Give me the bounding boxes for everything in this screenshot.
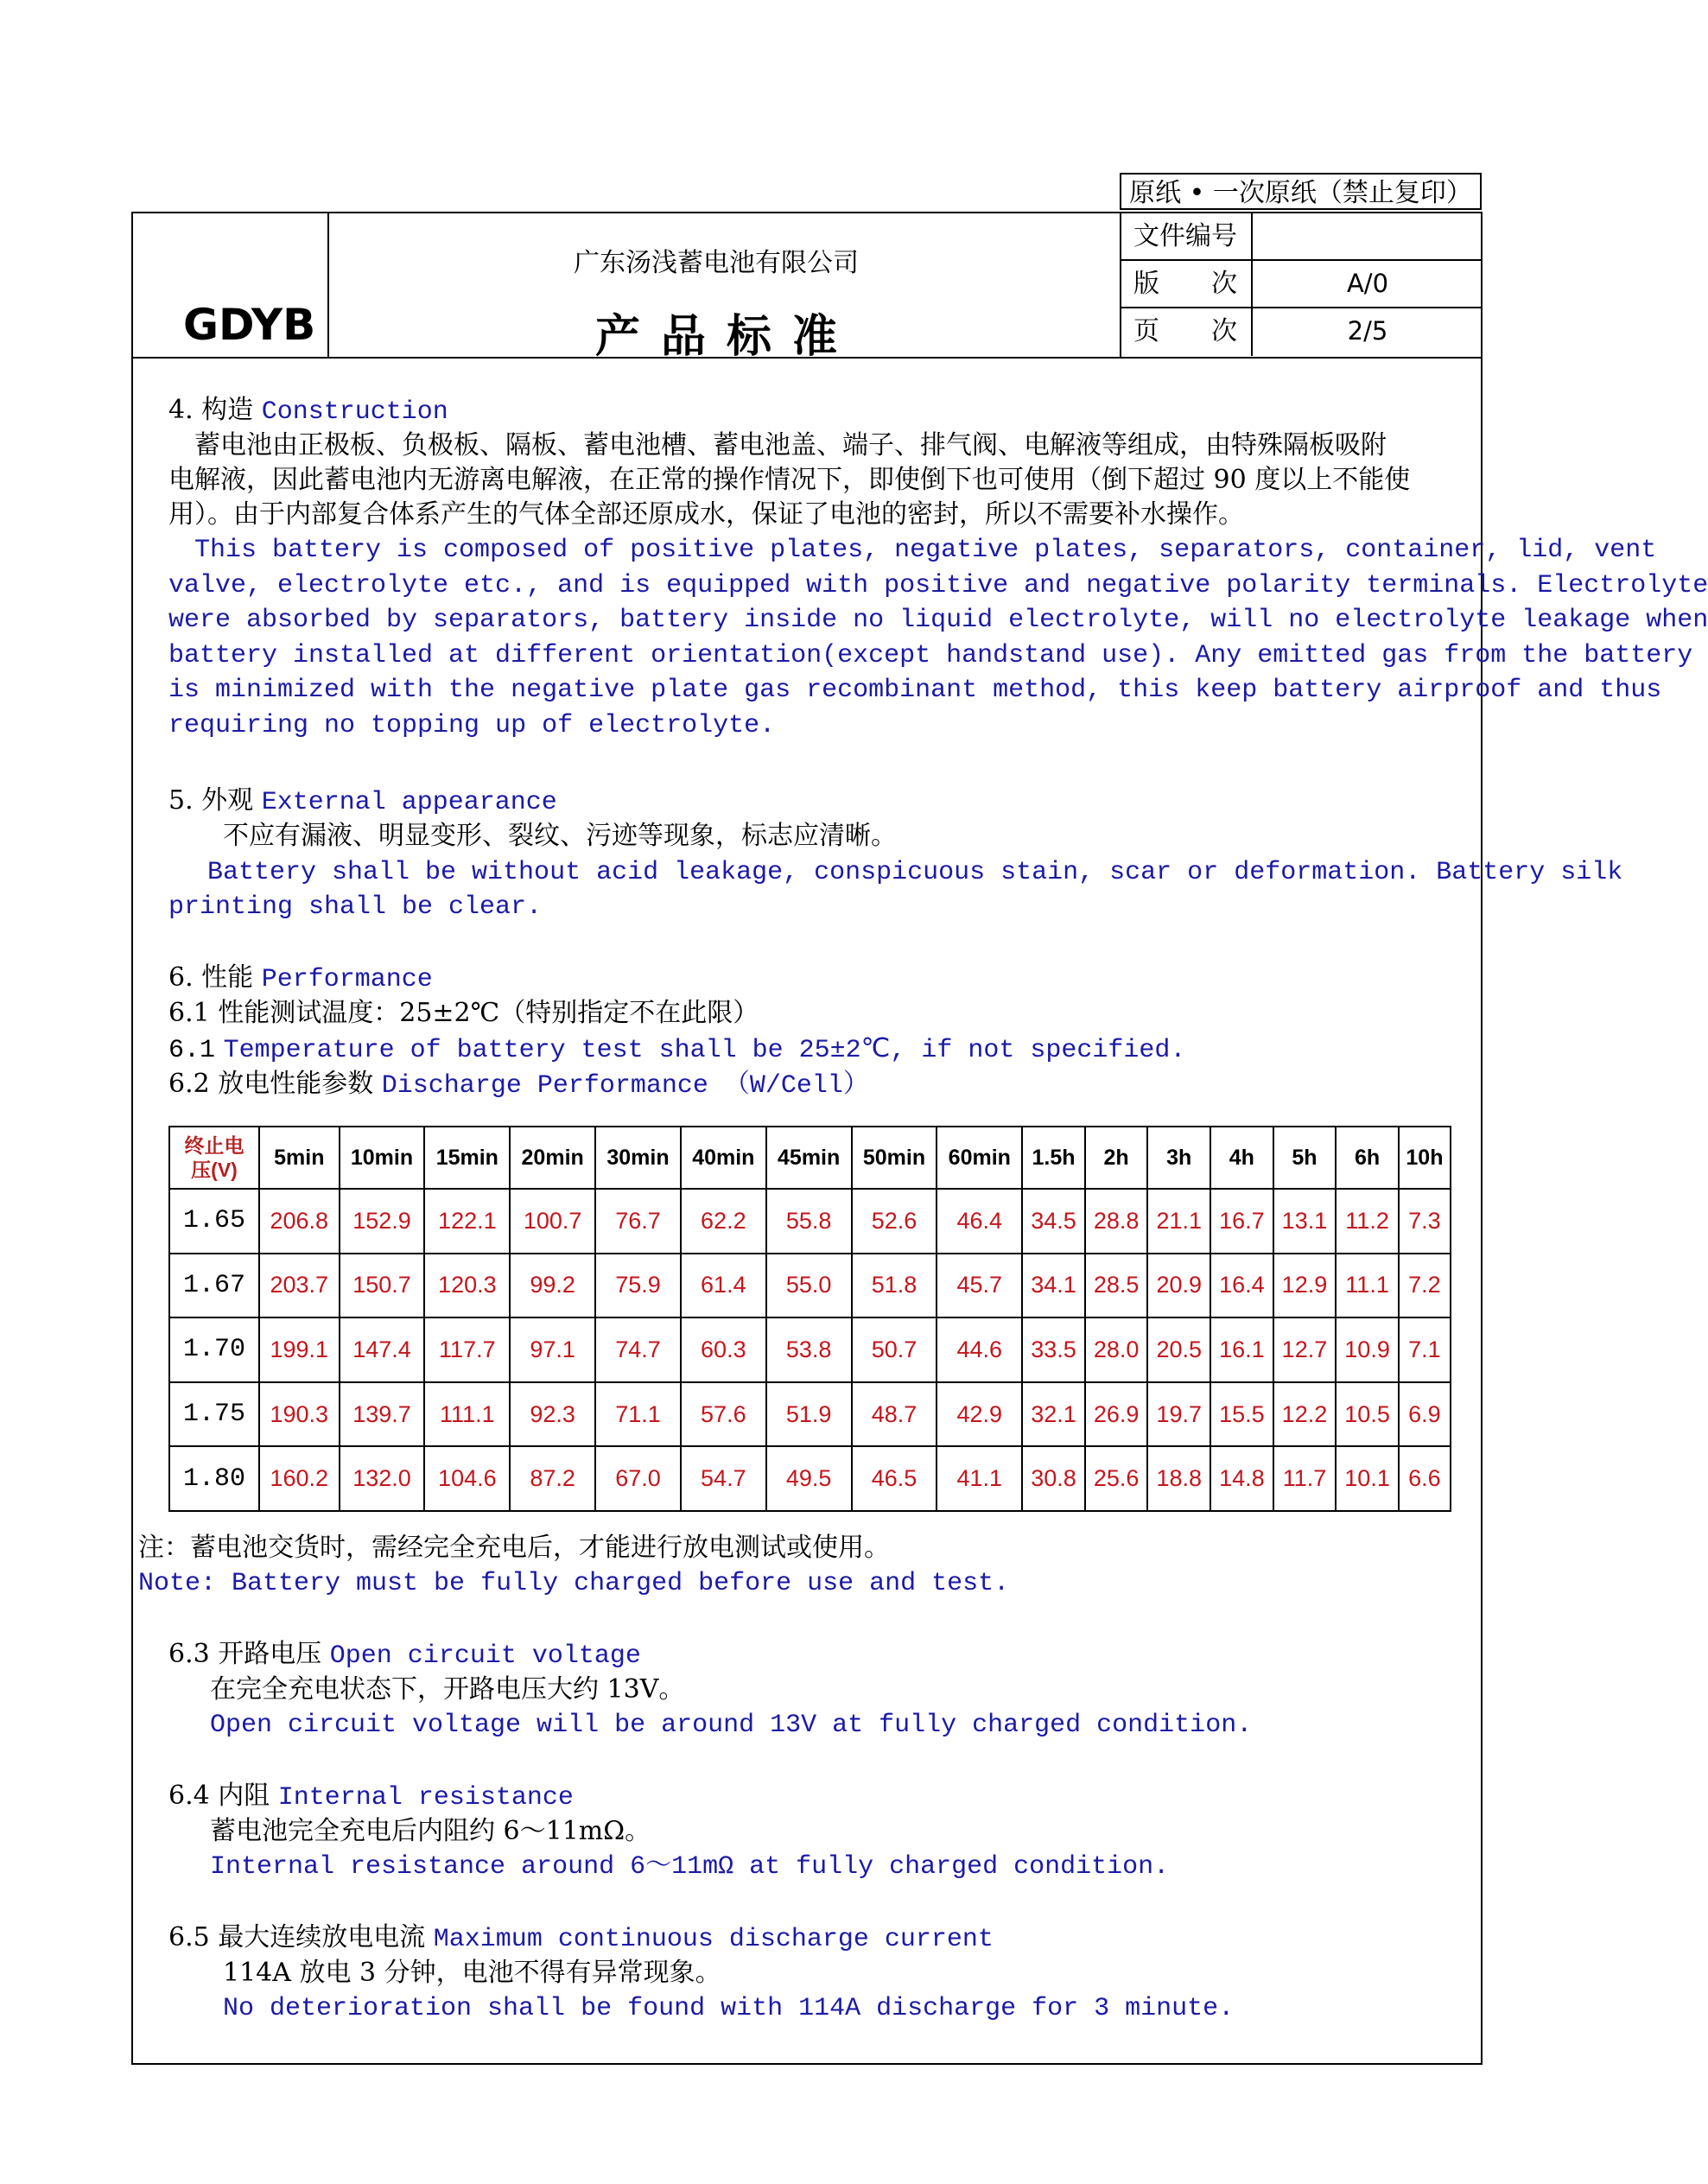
power-value-cell: 46.4 [937, 1189, 1022, 1254]
power-value-cell: 122.1 [424, 1189, 510, 1254]
cutoff-voltage-cell: 1.75 [169, 1382, 259, 1447]
power-value-cell: 20.5 [1147, 1317, 1210, 1382]
document-title: 产品标准 [595, 310, 859, 363]
section-4-en-line: is minimized with the negative plate gas recombinant method, this keep battery airproof and thus [168, 676, 1662, 705]
duration-header: 45min [766, 1127, 852, 1189]
duration-header: 15min [424, 1127, 510, 1189]
power-value-cell: 19.7 [1147, 1382, 1210, 1447]
power-value-cell: 53.8 [766, 1317, 852, 1382]
duration-header: 10min [340, 1127, 425, 1189]
power-value-cell: 87.2 [510, 1446, 595, 1511]
note-cn: 注：蓄电池交货时，需经完全充电后，才能进行放电测试或使用。 [138, 1533, 890, 1563]
power-value-cell: 10.5 [1336, 1382, 1399, 1447]
power-value-cell: 117.7 [424, 1317, 510, 1382]
power-value-cell: 12.7 [1273, 1317, 1337, 1382]
power-value-cell: 44.6 [937, 1317, 1022, 1382]
table-header-row [169, 1127, 1451, 1189]
power-value-cell: 57.6 [681, 1382, 766, 1447]
power-value-cell: 54.7 [681, 1446, 766, 1511]
section-5-heading: 5. 外观 External appearance [168, 785, 557, 817]
table-row [169, 1317, 1451, 1382]
power-value-cell: 190.3 [259, 1382, 340, 1447]
company-logo: GDYB [133, 213, 329, 357]
power-value-cell: 6.9 [1399, 1382, 1451, 1447]
section-5-cn-line: 不应有漏液、明显变形、裂纹、污迹等现象，标志应清晰。 [223, 821, 897, 851]
power-value-cell: 33.5 [1022, 1317, 1085, 1382]
duration-header: 5min [259, 1127, 340, 1189]
power-value-cell: 16.4 [1210, 1254, 1273, 1318]
note-en: Note: Battery must be fully charged before use and test. [138, 1569, 1010, 1598]
power-value-cell: 62.2 [681, 1189, 766, 1254]
power-value-cell: 7.2 [1399, 1254, 1451, 1318]
duration-header: 3h [1147, 1127, 1210, 1189]
duration-header: 50min [852, 1127, 937, 1189]
power-value-cell: 25.6 [1085, 1446, 1148, 1511]
power-value-cell: 12.9 [1273, 1254, 1337, 1318]
power-value-cell: 61.4 [681, 1254, 766, 1318]
section-4-cn-line: 蓄电池由正极板、负极板、隔板、蓄电池槽、蓄电池盖、端子、排气阀、电解液等组成，由特殊隔板吸附 [168, 430, 1387, 460]
power-value-cell: 6.6 [1399, 1446, 1451, 1511]
power-value-cell: 16.7 [1210, 1189, 1273, 1254]
section-4-heading: 4. 构造 Construction [168, 395, 448, 427]
section-4-cn-line: 用）。由于内部复合体系产生的气体全部还原成水，保证了电池的密封，所以不需要补水操作。 [168, 499, 1244, 530]
power-value-cell: 11.2 [1336, 1189, 1399, 1254]
section-6-heading: 6. 性能 Performance [168, 962, 433, 994]
power-value-cell: 147.4 [340, 1317, 425, 1382]
power-value-cell: 20.9 [1147, 1254, 1210, 1318]
section-6-3-heading: 6.3 开路电压 Open circuit voltage [168, 1639, 641, 1671]
power-value-cell: 11.1 [1336, 1254, 1399, 1318]
section-6-1-en: 6.1 Temperature of battery test shall be 25±2℃, if not specified. [168, 1036, 1186, 1065]
power-value-cell: 7.1 [1399, 1317, 1451, 1382]
power-value-cell: 15.5 [1210, 1382, 1273, 1447]
power-value-cell: 132.0 [340, 1446, 425, 1511]
table-row [169, 1446, 1451, 1511]
power-value-cell: 34.5 [1022, 1189, 1085, 1254]
power-value-cell: 14.8 [1210, 1446, 1273, 1511]
meta-row-version: 版 次 A/0 [1121, 261, 1483, 308]
cutoff-voltage-cell: 1.67 [169, 1254, 259, 1318]
power-value-cell: 92.3 [510, 1382, 595, 1447]
power-value-cell: 10.1 [1336, 1446, 1399, 1511]
power-value-cell: 50.7 [852, 1317, 937, 1382]
power-value-cell: 21.1 [1147, 1189, 1210, 1254]
discharge-performance-table [168, 1126, 1451, 1512]
cutoff-voltage-header: 终止电 压(V) [169, 1127, 259, 1189]
section-4-en-line: were absorbed by separators, battery inside no liquid electrolyte, will no electrolyte leakage when [168, 606, 1708, 635]
power-value-cell: 28.8 [1085, 1189, 1148, 1254]
power-value-cell: 99.2 [510, 1254, 595, 1318]
section-4-en-line: This battery is composed of positive plates, negative plates, separators, container, lid, vent [194, 536, 1657, 565]
duration-header: 40min [681, 1127, 766, 1189]
power-value-cell: 26.9 [1085, 1382, 1148, 1447]
power-value-cell: 152.9 [340, 1189, 425, 1254]
power-value-cell: 55.8 [766, 1189, 852, 1254]
duration-header: 30min [595, 1127, 681, 1189]
duration-header: 1.5h [1022, 1127, 1085, 1189]
meta-row-page: 页 次 2/5 [1121, 308, 1483, 356]
power-value-cell: 150.7 [340, 1254, 425, 1318]
power-value-cell: 13.1 [1273, 1189, 1337, 1254]
section-5-en-line: Battery shall be without acid leakage, conspicuous stain, scar or deformation. Battery silk [207, 858, 1623, 887]
power-value-cell: 18.8 [1147, 1446, 1210, 1511]
power-value-cell: 199.1 [259, 1317, 340, 1382]
company-name: 广东汤浅蓄电池有限公司 [574, 248, 859, 278]
cutoff-voltage-cell: 1.70 [169, 1317, 259, 1382]
power-value-cell: 97.1 [510, 1317, 595, 1382]
duration-header: 5h [1273, 1127, 1337, 1189]
power-value-cell: 46.5 [852, 1446, 937, 1511]
section-6-5-heading: 6.5 最大连续放电电流 Maximum continuous discharge current [168, 1922, 994, 1954]
section-6-2-heading: 6.2 放电性能参数 Discharge Performance （W/Cell） [168, 1069, 869, 1101]
power-value-cell: 139.7 [340, 1382, 425, 1447]
section-4-en-line: battery installed at different orientation(except handstand use). Any emitted gas from the battery [168, 641, 1693, 670]
power-value-cell: 111.1 [424, 1382, 510, 1447]
power-value-cell: 55.0 [766, 1254, 852, 1318]
power-value-cell: 51.8 [852, 1254, 937, 1318]
power-value-cell: 7.3 [1399, 1189, 1451, 1254]
power-value-cell: 49.5 [766, 1446, 852, 1511]
power-value-cell: 76.7 [595, 1189, 681, 1254]
duration-header: 10h [1399, 1127, 1451, 1189]
section-6-5-en: No deterioration shall be found with 114A discharge for 3 minute. [223, 1994, 1235, 2023]
section-6-4-cn: 蓄电池完全充电后内阻约 6～11mΩ。 [210, 1816, 651, 1846]
power-value-cell: 67.0 [595, 1446, 681, 1511]
cutoff-voltage-cell: 1.80 [169, 1446, 259, 1511]
table-row [169, 1254, 1451, 1318]
section-6-3-en: Open circuit voltage will be around 13V at fully charged condition. [210, 1711, 1253, 1740]
table-row [169, 1189, 1451, 1254]
duration-header: 20min [510, 1127, 595, 1189]
power-value-cell: 71.1 [595, 1382, 681, 1447]
power-value-cell: 160.2 [259, 1446, 340, 1511]
section-4-en-line: requiring no topping up of electrolyte. [168, 711, 776, 740]
section-6-1-cn: 6.1 性能测试温度：25±2℃（特别指定不在此限） [168, 998, 759, 1028]
power-value-cell: 45.7 [937, 1254, 1022, 1318]
power-value-cell: 11.7 [1273, 1446, 1337, 1511]
power-value-cell: 75.9 [595, 1254, 681, 1318]
duration-header: 6h [1336, 1127, 1399, 1189]
power-value-cell: 32.1 [1022, 1382, 1085, 1447]
power-value-cell: 104.6 [424, 1446, 510, 1511]
power-value-cell: 74.7 [595, 1317, 681, 1382]
power-value-cell: 48.7 [852, 1382, 937, 1447]
power-value-cell: 60.3 [681, 1317, 766, 1382]
meta-row-file-no: 文件编号 [1121, 213, 1483, 261]
section-4-en-line: valve, electrolyte etc., and is equipped with positive and negative polarity terminals. Electrolyte [168, 571, 1708, 600]
section-6-5-cn: 114A 放电 3 分钟，电池不得有异常现象。 [223, 1958, 721, 1988]
table-row [169, 1382, 1451, 1447]
power-value-cell: 28.0 [1085, 1317, 1148, 1382]
power-value-cell: 120.3 [424, 1254, 510, 1318]
duration-header: 4h [1210, 1127, 1273, 1189]
section-6-4-heading: 6.4 内阻 Internal resistance [168, 1781, 574, 1813]
section-4-cn-line: 电解液，因此蓄电池内无游离电解液，在正常的操作情况下，即使倒下也可使用（倒下超过 90 度以上不能使 [168, 465, 1411, 495]
cutoff-voltage-cell: 1.65 [169, 1189, 259, 1254]
power-value-cell: 30.8 [1022, 1446, 1085, 1511]
power-value-cell: 34.1 [1022, 1254, 1085, 1318]
power-value-cell: 42.9 [937, 1382, 1022, 1447]
power-value-cell: 52.6 [852, 1189, 937, 1254]
power-value-cell: 51.9 [766, 1382, 852, 1447]
power-value-cell: 206.8 [259, 1189, 340, 1254]
copy-restriction-stamp: 原纸 • 一次原纸（禁止复印） [1120, 173, 1482, 210]
section-6-4-en: Internal resistance around 6～11mΩ at fully charged condition. [210, 1852, 1170, 1882]
section-6-3-cn: 在完全充电状态下，开路电压大约 13V。 [210, 1674, 685, 1705]
power-value-cell: 10.9 [1336, 1317, 1399, 1382]
document-meta [1120, 213, 1483, 357]
power-value-cell: 28.5 [1085, 1254, 1148, 1318]
section-5-en-line: printing shall be clear. [168, 892, 543, 922]
document-header [131, 212, 1483, 363]
duration-header: 2h [1085, 1127, 1148, 1189]
duration-header: 60min [937, 1127, 1022, 1189]
power-value-cell: 16.1 [1210, 1317, 1273, 1382]
power-value-cell: 41.1 [937, 1446, 1022, 1511]
power-value-cell: 12.2 [1273, 1382, 1337, 1447]
power-value-cell: 100.7 [510, 1189, 595, 1254]
power-value-cell: 203.7 [259, 1254, 340, 1318]
